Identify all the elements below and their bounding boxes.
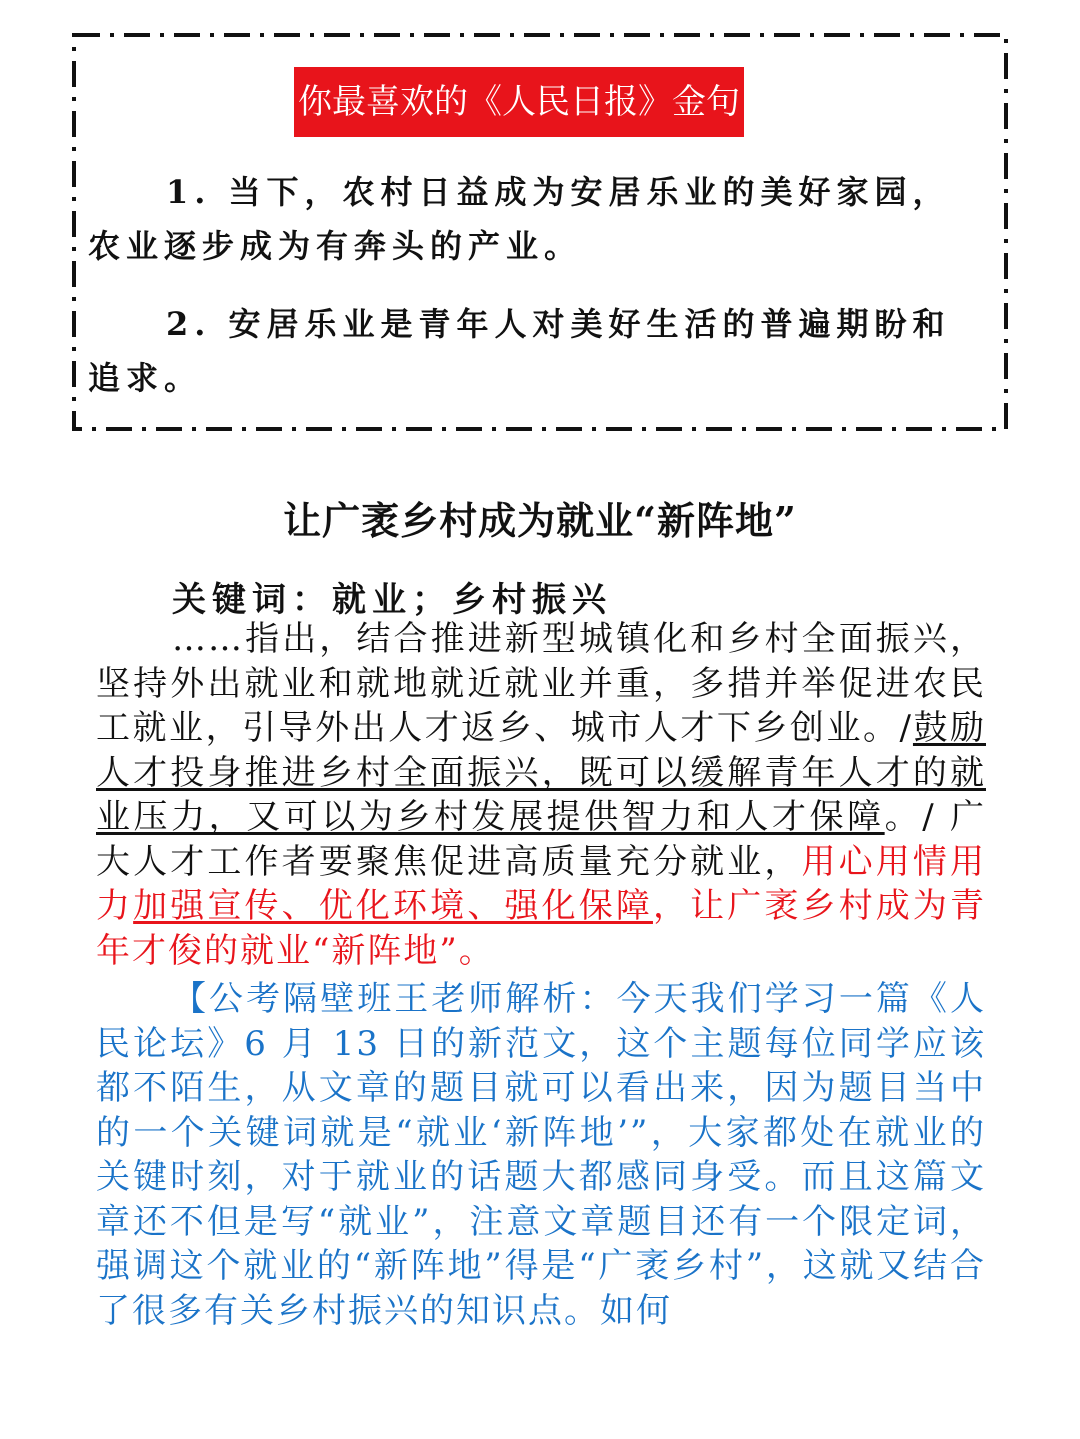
quote-item-2: 2. 安居乐业是青年人对美好生活的普遍期盼和追求。 [88,305,951,397]
body-underlined-text: 鼓励人才投身推进乡村全面振兴，既可以缓解青年人才的就业压力，又可以为乡村发展提供智力和人才保障 [96,708,986,837]
article-keywords: 关键词：就业；乡村振兴 [172,580,612,620]
body-red-text-1: 用心用情用力 [96,841,987,926]
quote-box [72,33,1008,431]
body-text-2: 。/ 广大人才工作者要聚焦促进高质量充分就业， [96,797,987,882]
article-title: 让广袤乡村成为就业“新阵地” [283,498,797,543]
quote-item-1: 1. 当下，农村日益成为安居乐业的美好家园，农业逐步成为有奔头的产业。 [88,173,951,265]
quote-box-title: 你最喜欢的《人民日报》金句 [294,67,744,137]
body-text-1: ……指出，结合推进新型城镇化和乡村全面振兴，坚持外出就业和就地就近就业并重，多措并举促进农民工就业，引导外出人才返乡、城市人才下乡创业。/ [96,619,986,748]
article-body [96,617,986,973]
body-red-underlined-text: 加强宣传、优化环境、强化保障 [133,886,653,926]
teacher-analysis: 【公考隔壁班王老师解析：今天我们学习一篇《人民论坛》6 月 13 日的新范文，这个主题每位同学应该都不陌生，从文章的题目就可以看出来，因为题目当中的一个关键词就是“就业‘新阵地’”，大家都处在就业的关键时刻，对于就业的话题大都感同身受。而且这篇文章还不但是写“就业”，注意文章题目还有一个限定词，强调这个就业的“新阵地”得是“广袤乡村”，这就又结合了很多有关乡村振兴的知识点。如何 [96,979,986,1331]
body-red-text-2: ，让广袤乡村成为青年才俊的就业“新阵地”。 [96,886,987,971]
